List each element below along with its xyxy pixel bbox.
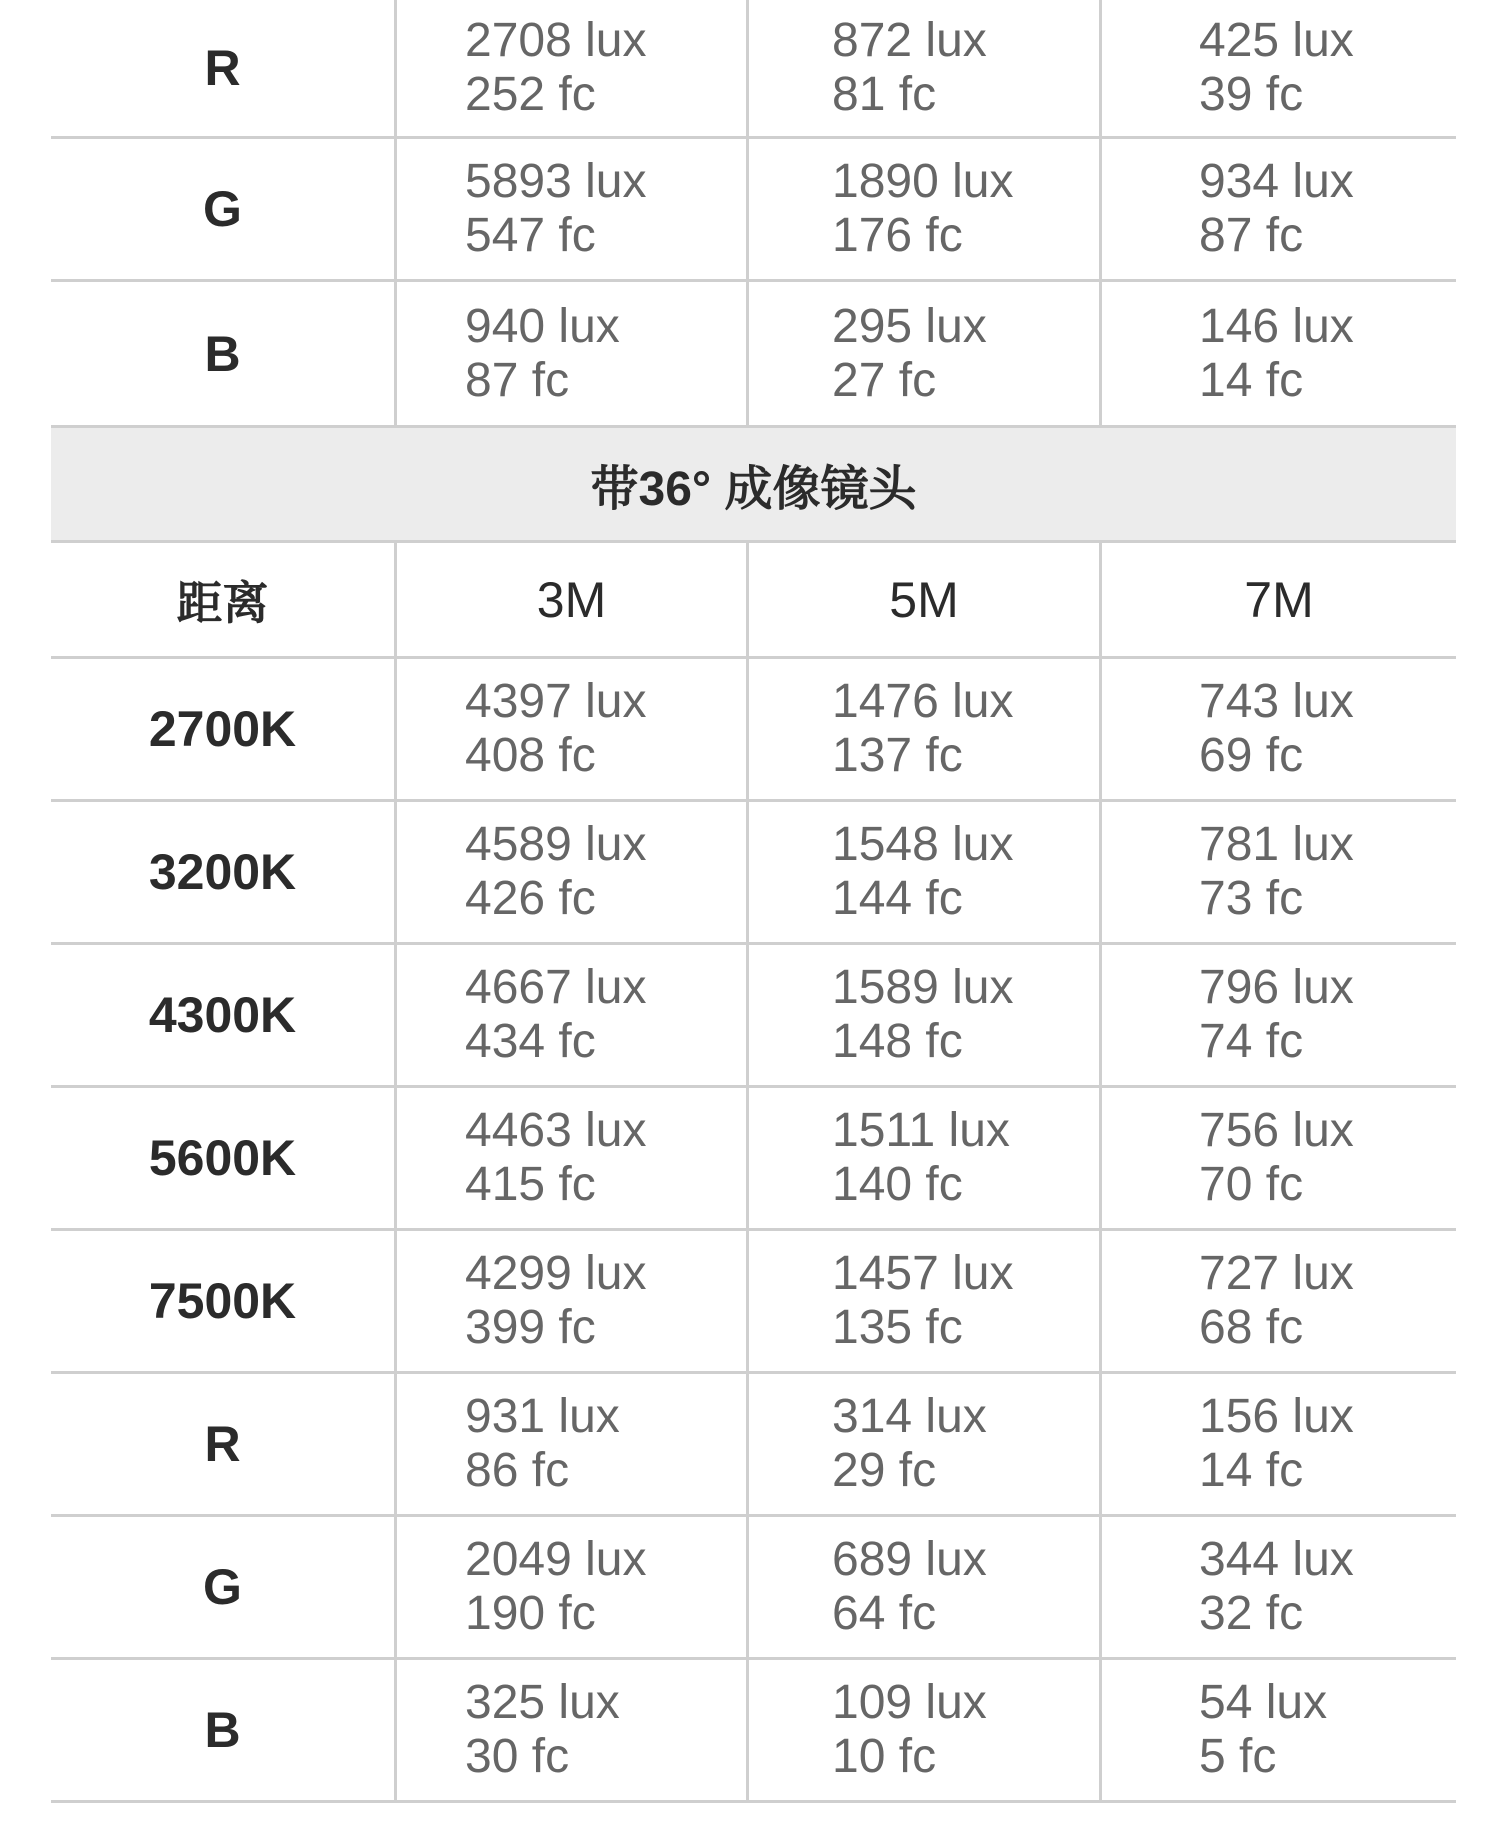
lux-value: 743 lux — [1199, 675, 1354, 728]
lux-value: 4667 lux — [465, 961, 647, 1014]
value-cell — [1102, 945, 1456, 1085]
row-label: G — [51, 139, 397, 279]
table-row — [51, 1374, 1456, 1517]
lux-value: 146 lux — [1199, 299, 1354, 353]
lux-value: 931 lux — [465, 1390, 620, 1443]
fc-value: 252 fc — [465, 68, 596, 121]
value-cell — [1102, 1231, 1456, 1371]
fc-value: 399 fc — [465, 1301, 596, 1354]
lux-value: 295 lux — [832, 299, 987, 353]
value-cell — [749, 0, 1102, 136]
value-cell — [749, 1517, 1102, 1657]
table-row — [51, 1517, 1456, 1660]
lux-value: 940 lux — [465, 299, 620, 353]
value-cell — [1102, 1517, 1456, 1657]
value-cell — [397, 1660, 749, 1800]
value-cell — [749, 659, 1102, 799]
row-label: 3200K — [51, 802, 397, 942]
column-header-7m: 7M — [1244, 571, 1314, 628]
fc-value: 87 fc — [1199, 209, 1304, 262]
value-cell — [397, 1231, 749, 1371]
value-cell — [1102, 282, 1456, 425]
value-cell — [749, 139, 1102, 279]
lux-value: 344 lux — [1199, 1533, 1354, 1586]
value-cell — [1102, 0, 1456, 136]
value-cell — [397, 802, 749, 942]
value-cell — [1102, 1374, 1456, 1514]
lux-value: 796 lux — [1199, 961, 1354, 1014]
row-label: 4300K — [51, 945, 397, 1085]
fc-value: 434 fc — [465, 1015, 596, 1068]
lux-value: 781 lux — [1199, 818, 1354, 871]
fc-value: 408 fc — [465, 729, 596, 782]
fc-value: 144 fc — [832, 872, 963, 925]
fc-value: 29 fc — [832, 1444, 937, 1497]
lux-value: 1511 lux — [832, 1104, 1010, 1157]
value-cell — [397, 659, 749, 799]
lux-value: 756 lux — [1199, 1104, 1354, 1157]
lux-value: 1457 lux — [832, 1247, 1014, 1300]
lux-value: 156 lux — [1199, 1390, 1354, 1443]
fc-value: 39 fc — [1199, 68, 1304, 121]
value-cell — [1102, 802, 1456, 942]
value-cell — [397, 282, 749, 425]
fc-value: 32 fc — [1199, 1587, 1304, 1640]
column-header-5m: 5M — [749, 543, 1102, 656]
fc-value: 14 fc — [1199, 353, 1304, 407]
lux-value: 4463 lux — [465, 1104, 647, 1157]
row-label: B — [51, 282, 397, 425]
lux-value: 425 lux — [1199, 14, 1354, 67]
value-cell — [397, 139, 749, 279]
table-row — [51, 945, 1456, 1088]
table-header-row — [51, 543, 1456, 659]
value-cell — [749, 945, 1102, 1085]
fc-value: 27 fc — [832, 353, 937, 407]
value-cell — [749, 802, 1102, 942]
fc-value: 14 fc — [1199, 1444, 1304, 1497]
row-label: 5600K — [51, 1088, 397, 1228]
lux-value: 54 lux — [1199, 1676, 1328, 1729]
fc-value: 190 fc — [465, 1587, 596, 1640]
fc-value: 148 fc — [832, 1015, 963, 1068]
lux-value: 872 lux — [832, 14, 987, 67]
value-cell — [1102, 659, 1456, 799]
illuminance-table — [51, 0, 1456, 1803]
value-cell — [749, 282, 1102, 425]
fc-value: 69 fc — [1199, 729, 1304, 782]
fc-value: 137 fc — [832, 729, 963, 782]
lux-value: 1548 lux — [832, 818, 1014, 871]
lux-value: 1476 lux — [832, 675, 1014, 728]
value-cell — [397, 1517, 749, 1657]
lux-value: 1589 lux — [832, 961, 1014, 1014]
row-label: R — [51, 1374, 397, 1514]
lux-value: 4589 lux — [465, 818, 647, 871]
fc-value: 81 fc — [832, 68, 937, 121]
lux-value: 5893 lux — [465, 155, 647, 208]
table-row — [51, 659, 1456, 802]
lux-value: 314 lux — [832, 1390, 987, 1443]
lux-value: 4397 lux — [465, 675, 647, 728]
value-cell — [397, 0, 749, 136]
table-row — [51, 802, 1456, 945]
lux-value: 689 lux — [832, 1533, 987, 1586]
table-row — [51, 1231, 1456, 1374]
fc-value: 547 fc — [465, 209, 596, 262]
lux-value: 4299 lux — [465, 1247, 647, 1300]
table-row — [51, 139, 1456, 282]
lux-value: 2708 lux — [465, 14, 647, 67]
lux-value: 727 lux — [1199, 1247, 1354, 1300]
lux-value: 2049 lux — [465, 1533, 647, 1586]
value-cell — [1102, 1660, 1456, 1800]
value-cell — [749, 1231, 1102, 1371]
table-row — [51, 0, 1456, 139]
lux-value: 109 lux — [832, 1676, 987, 1729]
value-cell — [397, 945, 749, 1085]
value-cell — [1102, 139, 1456, 279]
row-label: G — [51, 1517, 397, 1657]
fc-value: 10 fc — [832, 1730, 937, 1783]
value-cell — [749, 1088, 1102, 1228]
column-header-3m: 3M — [397, 543, 749, 656]
column-header-distance: 距离 — [51, 543, 397, 656]
fc-value: 73 fc — [1199, 872, 1304, 925]
value-cell — [749, 1660, 1102, 1800]
table-row — [51, 282, 1456, 425]
lux-value: 934 lux — [1199, 155, 1354, 208]
fc-value: 140 fc — [832, 1158, 963, 1211]
fc-value: 74 fc — [1199, 1015, 1304, 1068]
value-cell — [1102, 1088, 1456, 1228]
lux-value: 1890 lux — [832, 155, 1014, 208]
section-title: 带36° 成像镜头 — [51, 425, 1456, 543]
fc-value: 87 fc — [465, 353, 570, 407]
fc-value: 415 fc — [465, 1158, 596, 1211]
fc-value: 135 fc — [832, 1301, 963, 1354]
value-cell — [397, 1088, 749, 1228]
fc-value: 68 fc — [1199, 1301, 1304, 1354]
value-cell — [397, 1374, 749, 1514]
fc-value: 86 fc — [465, 1444, 570, 1497]
row-label: B — [51, 1660, 397, 1800]
table-row — [51, 1088, 1456, 1231]
fc-value: 30 fc — [465, 1730, 570, 1783]
fc-value: 5 fc — [1199, 1730, 1277, 1783]
fc-value: 426 fc — [465, 872, 596, 925]
table-row — [51, 1660, 1456, 1803]
fc-value: 64 fc — [832, 1587, 937, 1640]
fc-value: 176 fc — [832, 209, 963, 262]
row-label: R — [51, 0, 397, 136]
lux-value: 325 lux — [465, 1676, 620, 1729]
row-label: 2700K — [51, 659, 397, 799]
fc-value: 70 fc — [1199, 1158, 1304, 1211]
row-label: 7500K — [51, 1231, 397, 1371]
value-cell — [749, 1374, 1102, 1514]
